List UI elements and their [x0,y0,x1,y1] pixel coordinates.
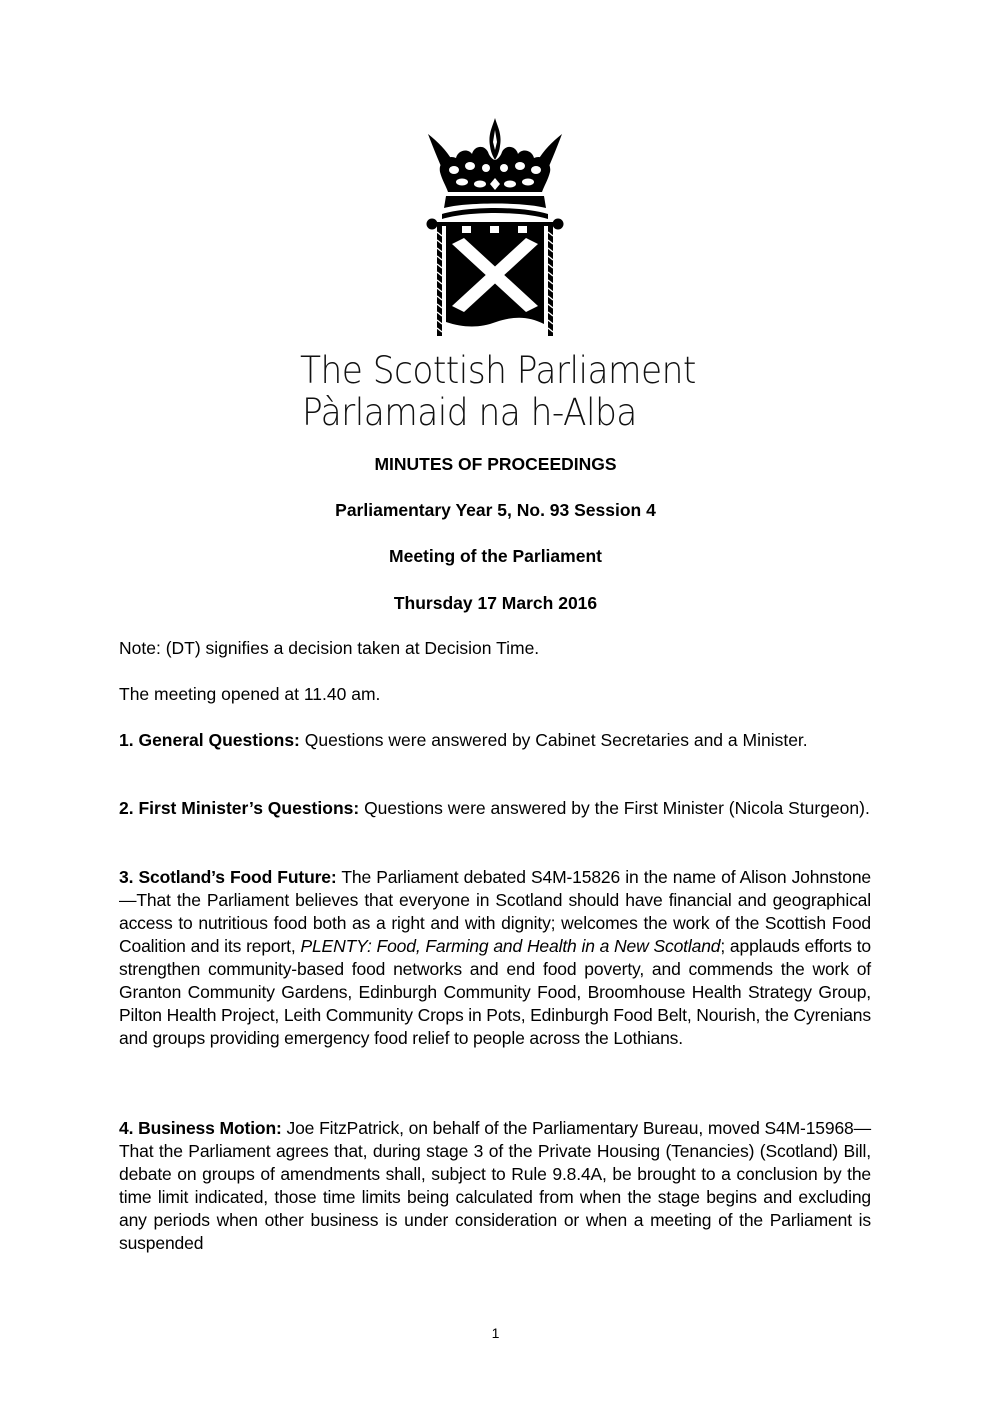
wordmark-gaelic: Pàrlamaid na h-Alba [302,391,637,434]
document-title: MINUTES OF PROCEEDINGS [374,454,617,474]
parliament-wordmark [300,350,700,434]
item-text: Joe FitzPatrick, on behalf of the Parliamentary Bureau, moved S4M-15968—That the Parliament agrees that, during stage 3 of the Private Housing (Tenancies) (Scotland) Bill, debate on groups of amendments shall, subject to Rule 9.8.4A, be brought to a conclusion by the time limit indicated, those time limits being calculated from when the stage begins and excluding any periods when other business is under consideration or when a meeting of the Parliament is suspended [119,1118,871,1253]
item-general-questions [119,729,871,752]
item-text: Questions were answered by Cabinet Secretaries and a Minister. [299,730,808,750]
page-number: 1 [491,1325,500,1341]
item-business-motion [119,1117,871,1255]
decision-time-note: Note: (DT) signifies a decision taken at Decision Time. [119,638,540,658]
scottish-parliament-emblem-icon [424,116,566,340]
item-first-ministers-questions [119,797,871,820]
meeting-heading: Meeting of the Parliament [389,546,602,566]
item-title: 3. Scotland’s Food Future: [119,867,337,887]
meeting-date: Thursday 17 March 2016 [393,593,598,613]
item-text-continued: ; applauds efforts to strengthen community-based food networks and end food poverty, and commends the work of Granton Community Gardens, Edinburgh Community Food, Broomhouse Health Strategy Group, Pilton Health Project, Leith Community Crops in Pots, Edinburgh Food Belt, Nourish, the Cyrenians and groups providing emergency food relief to people across the Lothians. [119,936,872,1048]
wordmark-english: The Scottish Parliament [300,349,696,392]
item-title: 4. Business Motion: [119,1118,282,1138]
item-title: 1. General Questions: [119,730,300,750]
item-scotlands-food-future [119,866,871,1050]
report-title: PLENTY: Food, Farming and Health in a New Scotland [300,936,721,956]
meeting-opening-time: The meeting opened at 11.40 am. [119,684,381,704]
parliamentary-year-session: Parliamentary Year 5, No. 93 Session 4 [335,500,656,520]
item-text: Questions were answered by the First Minister (Nicola Sturgeon). [359,798,870,818]
item-text: The Parliament debated S4M-15826 in the name of Alison Johnstone—That the Parliament believes that everyone in Scotland should have financial and geographical access to nutritious food both as a right and with dignity; welcomes the work of the Scottish Food Coalition and its report, [119,867,871,956]
item-title: 2. First Minister’s Questions: [119,798,360,818]
